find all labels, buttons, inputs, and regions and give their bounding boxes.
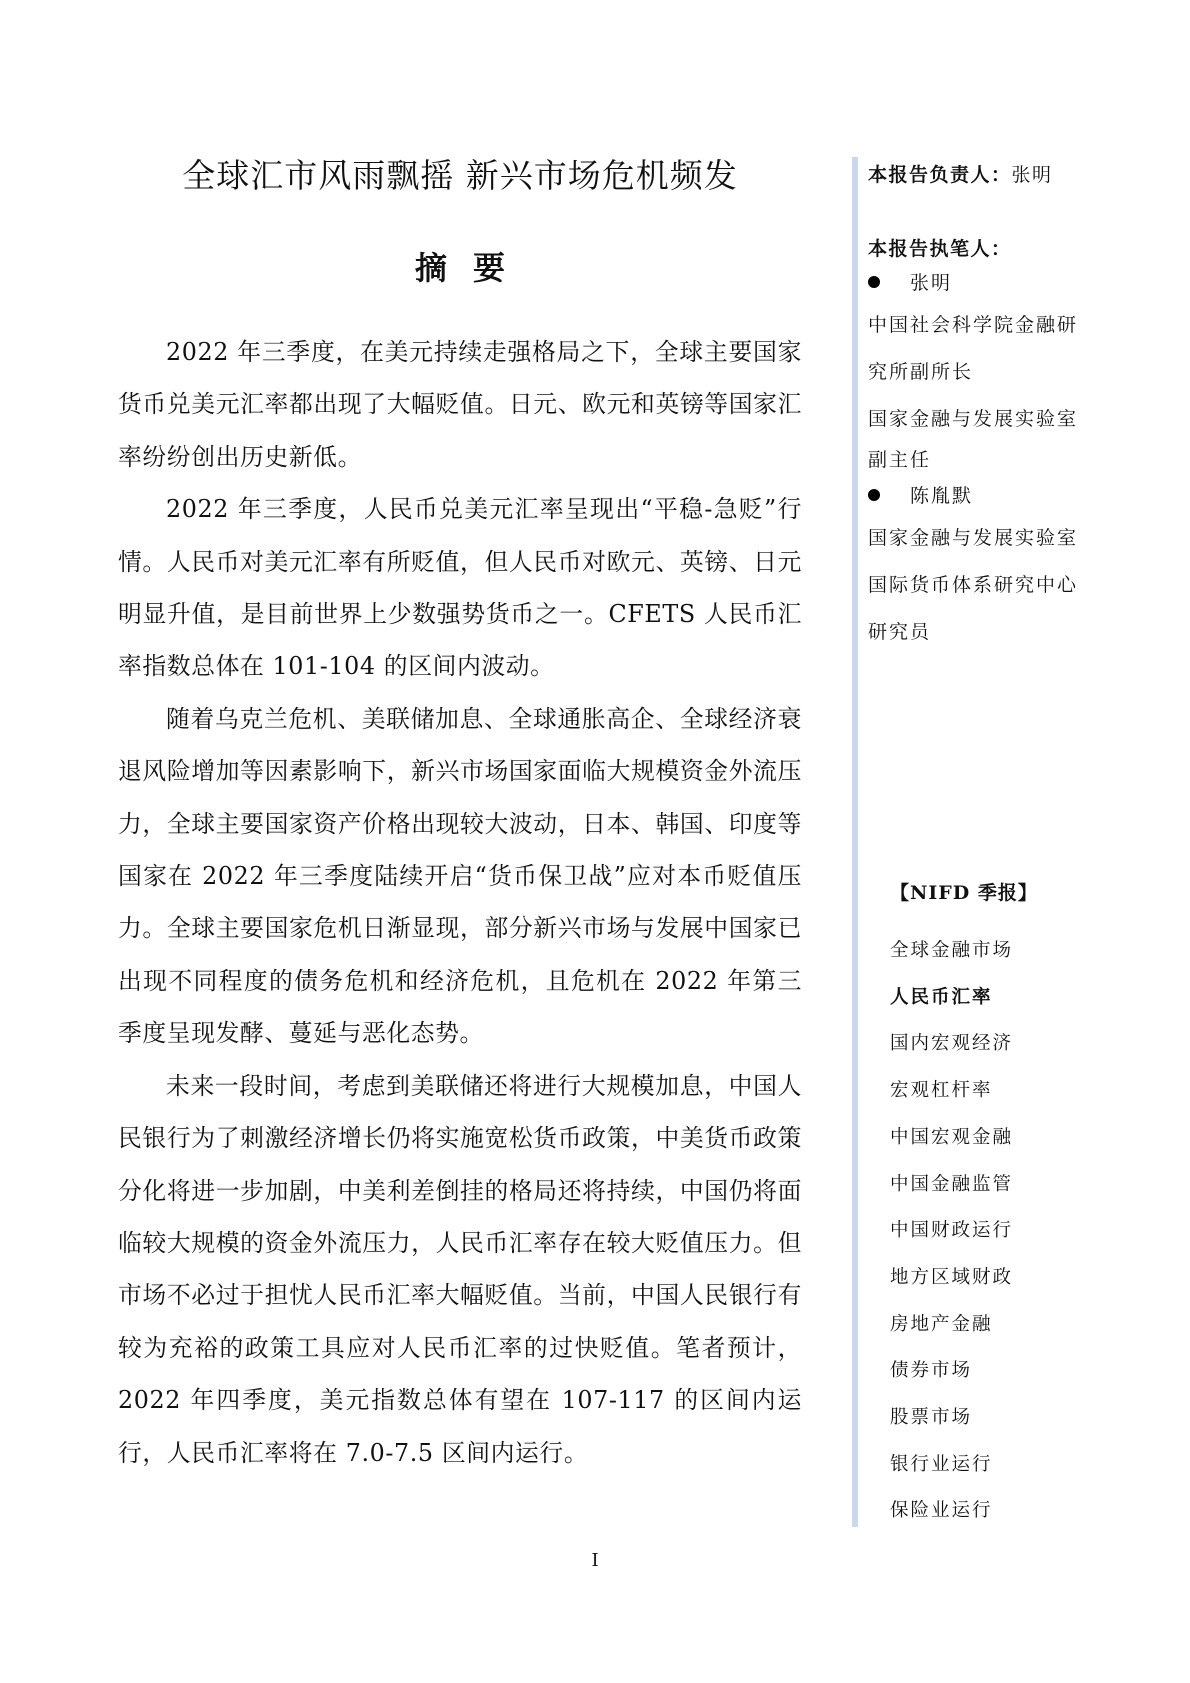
- writers-label: 本报告执笔人：: [868, 238, 1012, 260]
- nifd-item: 银行业运行: [890, 1453, 993, 1475]
- writer-affiliation: 副主任: [868, 449, 932, 471]
- abstract-paragraph: 随着乌克兰危机、美联储加息、全球通胀高企、全球经济衰退风险增加等因素影响下，新兴市场国家面临大规模资金外流压力，全球主要国家资产价格出现较大波动，日本、韩国、印度等国家在 2022 年三季度陆续开启“货币保卫战”应对本币贬值压力。全球主要国家危机日渐显现，部分新兴市场与发展中国家已出现不同程度的债务危机和经济危机，且危机在 2022 年第三季度呈现发酵、蔓延与恶化态势。: [118, 704, 802, 1048]
- writer-affiliation: 研究员: [868, 621, 932, 643]
- nifd-item: 债券市场: [890, 1360, 973, 1382]
- nifd-item: 中国财政运行: [890, 1220, 1014, 1242]
- writer-affiliation: 究所副所长: [868, 361, 974, 383]
- writer-affiliation: 中国社会科学院金融研: [868, 314, 1079, 336]
- authors-sidebar: [868, 160, 1108, 656]
- abstract-paragraph: 2022 年三季度，人民币兑美元汇率呈现出“平稳-急贬”行情。人民币对美元汇率有所贬值，但人民币对欧元、英镑、日元明显升值，是目前世界上少数强势货币之一。CFETS 人民币汇率指数总体在 101-104 的区间内波动。: [118, 495, 802, 681]
- writer-affiliation: 国家金融与发展实验室: [868, 527, 1079, 549]
- writer-name: 陈胤默: [910, 485, 974, 507]
- responsible-line: [868, 160, 1108, 190]
- sidebar-divider: [852, 157, 858, 1527]
- nifd-title: 【NIFD 季报】: [890, 882, 1038, 904]
- nifd-item: 宏观杠杆率: [890, 1080, 993, 1102]
- report-title: 全球汇市风雨飘摇 新兴市场危机频发: [182, 156, 738, 195]
- bullet-icon: [868, 276, 880, 288]
- responsible-name: 张明: [1011, 164, 1053, 186]
- nifd-item: 全球金融市场: [890, 940, 1014, 961]
- nifd-item: 地方区域财政: [890, 1266, 1014, 1288]
- writer-name-line: [868, 264, 1108, 302]
- nifd-item: 中国金融监管: [890, 1173, 1014, 1195]
- nifd-item-active: 人民币汇率: [890, 986, 993, 1008]
- report-main: [118, 156, 802, 1479]
- abstract-paragraph: 2022 年三季度，在美元持续走强格局之下，全球主要国家货币兑美元汇率都出现了大幅贬值。日元、欧元和英镑等国家汇率纷纷创出历史新低。: [118, 338, 802, 471]
- writer-name: 张明: [910, 272, 953, 294]
- abstract-heading: 摘要: [414, 249, 531, 287]
- writer-affiliation: 国家金融与发展实验室: [868, 408, 1079, 430]
- abstract-paragraph: 未来一段时间，考虑到美联储还将进行大规模加息，中国人民银行为了刺激经济增长仍将实施宽松货币政策，中美货币政策分化将进一步加剧，中美利差倒挂的格局还将持续，中国仍将面临较大规模的资金外流压力，人民币汇率存在较大贬值压力。但市场不必过于担忧人民币汇率大幅贬值。当前，中国人民银行有较为充裕的政策工具应对人民币汇率的过快贬值。笔者预计，2022 年四季度，美元指数总体有望在 107-117 的区间内运行，人民币汇率将在 7.0-7.5 区间内运行。: [118, 1071, 802, 1467]
- responsible-label: 本报告负责人：: [868, 164, 1012, 186]
- nifd-item: 房地产金融: [890, 1313, 993, 1335]
- page-number: I: [591, 1550, 599, 1571]
- nifd-item: 中国宏观金融: [890, 1126, 1014, 1148]
- writer-name-line: [868, 477, 1108, 515]
- writer-affiliation: 国际货币体系研究中心: [868, 574, 1079, 596]
- nifd-item: 保险业运行: [890, 1500, 993, 1522]
- bullet-icon: [868, 489, 880, 501]
- nifd-item: 国内宏观经济: [890, 1033, 1014, 1055]
- nifd-series-list: [890, 876, 1110, 1535]
- nifd-item: 股票市场: [890, 1407, 973, 1429]
